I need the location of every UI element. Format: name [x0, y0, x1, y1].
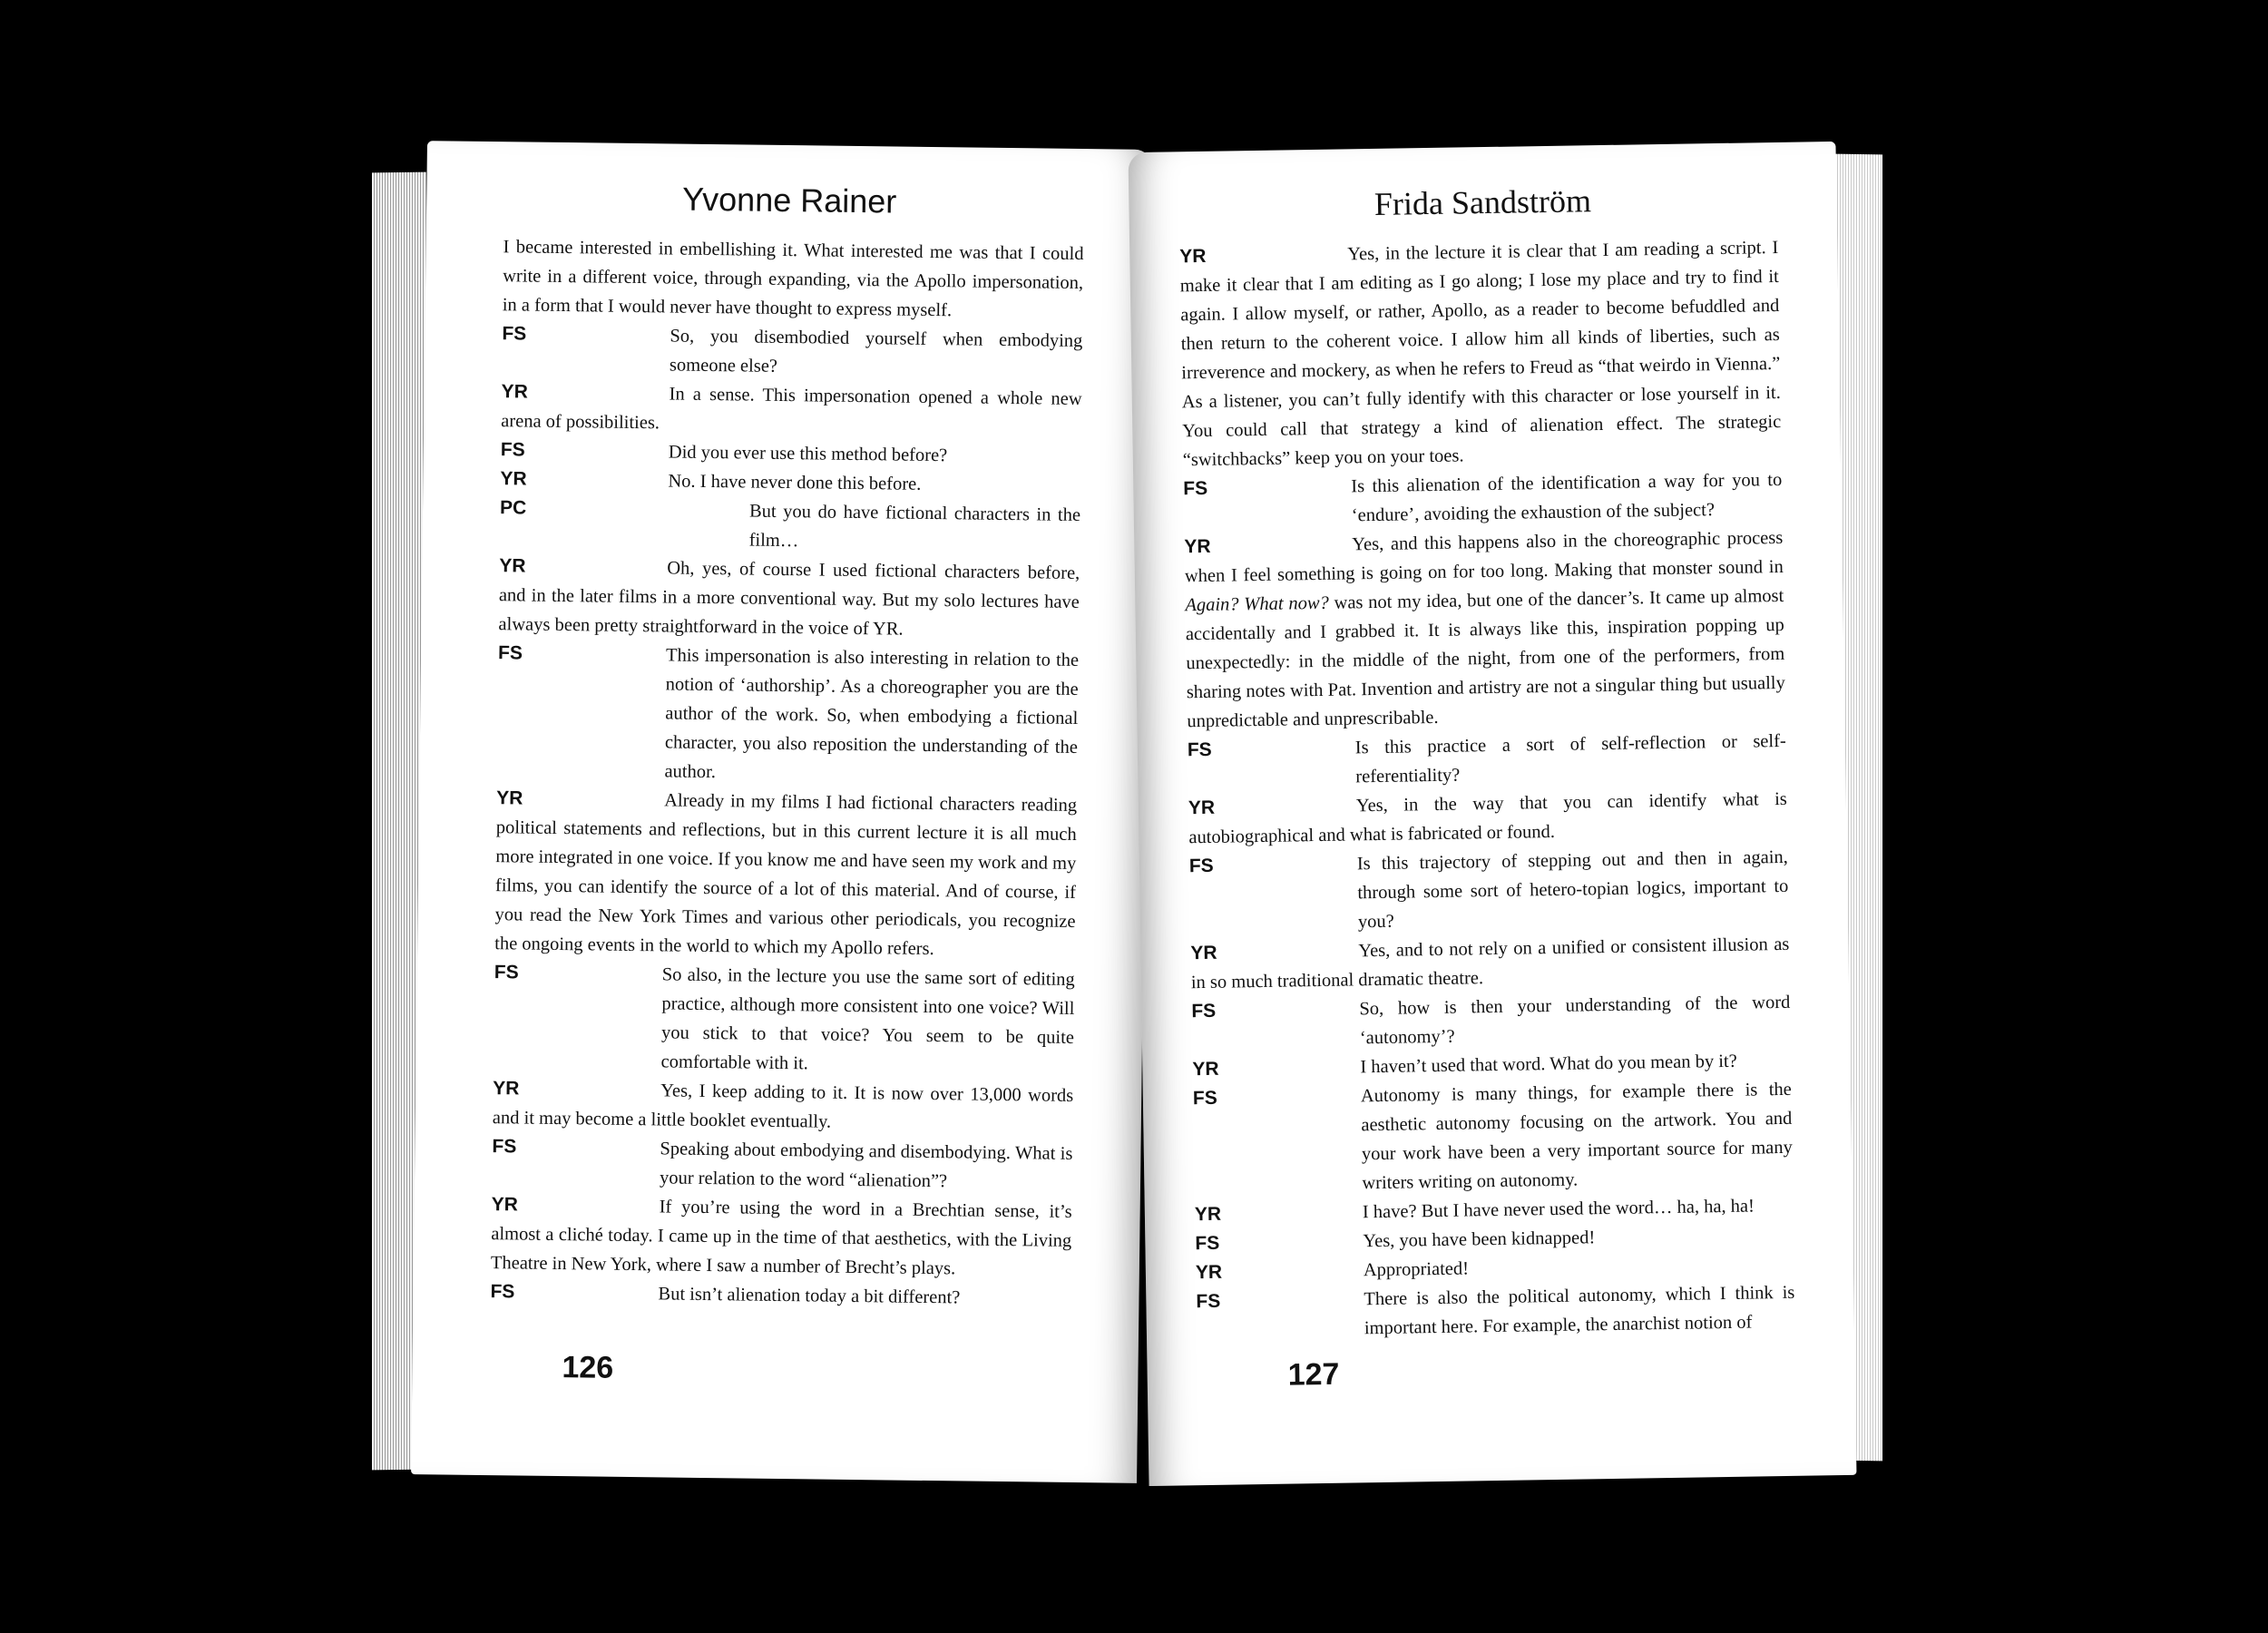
page-number-left: 126 — [562, 1350, 614, 1385]
speaker-label: YR — [1195, 1261, 1223, 1284]
running-head-right: Frida Sandström — [1374, 182, 1592, 222]
speaker-label: FS — [1195, 1232, 1220, 1255]
dialogue-entry: FS But isn’t alienation today a bit different? — [490, 1277, 1070, 1314]
dialogue-entry: FS There is also the political autonomy, which I think is important here. For example, the anarchist notion of — [1196, 1282, 1795, 1339]
speaker-label: FS — [1191, 1000, 1217, 1022]
dialogue-entry: YR Yes, and to not rely on a unified or consistent illusion as in so much traditional dramatic theatre. — [1190, 934, 1790, 993]
dialogue-entry: YR I have? But I have never used the word… ha, ha, ha! — [1195, 1191, 1794, 1229]
right-page-text — [1179, 233, 1795, 1345]
speaker-label: YR — [501, 381, 528, 403]
speaker-label: FS — [492, 1136, 517, 1158]
speaker-label: FS — [1188, 855, 1214, 877]
speaker-label: YR — [1188, 797, 1216, 819]
speaker-label: YR — [1192, 1058, 1219, 1081]
speaker-label: FS — [1192, 1087, 1217, 1110]
dialogue-entry: YR If you’re using the word in a Brechtian sense, it’s almost a cliché today. I came up in the time of that aesthetics, with the Living Theatre in New York, where I saw a number of Brecht’s plays. — [491, 1190, 1072, 1285]
speaker-label: YR — [1179, 245, 1207, 268]
speaker-label: FS — [502, 323, 527, 345]
speaker-label: FS — [490, 1281, 515, 1303]
dialogue-entry: FS Is this trajectory of stepping out and then in again, through some sort of hetero-topian logics, important to you? — [1188, 846, 1789, 933]
dialogue-entry: YR In a sense. This impersonation opened a whole new arena of possibilities. — [501, 377, 1082, 443]
dialogue-entry: FS So, how is then your understanding of the word ‘autonomy’? — [1191, 992, 1791, 1049]
dialogue-entry: YR Already in my films I had fictional characters reading political statements and reflections, but in this current lecture it is all much more integrated in one voice. If you know me and have seen my work and my films, you can identify the source of a lot of this material. And of course, if you read the New York Times and various other periodicals, you recognize the ongoing events in the world to which my Apollo refers. — [494, 784, 1077, 965]
dialogue-entry: YR Yes, and this happens also in the choreographic process when I feel something is going on for too long. Making that monster sound in Again? What now? was not my idea, but one of the dancer’s. It came up almost accidentally and I grabbed it. It is always like this, inspiration popping up unexpectedly: in the middle of the night, from one of the performers, from sharing notes with Pat. Invention and artistry are not a singular thing but usually unpredictable and unprescribable. — [1184, 527, 1785, 732]
dialogue-entry: FS This impersonation is also interesting in relation to the notion of ‘authorship’. As a choreographer you are the author of the work. So, when embodying a fictional character, you also reposition the understanding of the author. — [496, 639, 1079, 791]
speaker-label: FS — [494, 962, 519, 983]
dialogue-entry: YR Yes, in the lecture it is clear that I am reading a script. I make it clear that I am editing as I go along; I lose my place and try to find it again. I allow myself, or rather, Apollo, as a reader to become befuddled and then return to the coherent voice. I allow him all kinds of liberties, such as irreverence and mockery, as when he refers to Freud as “that weirdo in Vienna.” As a listener, you can’t fully identify with this character or lose yourself in it. You could call that strategy a kind of alienation effect. The strategic “switchbacks” keep you on your toes. — [1179, 237, 1782, 471]
speaker-label: YR — [491, 1194, 519, 1216]
speaker-label: FS — [1187, 738, 1212, 761]
speaker-label: YR — [499, 555, 526, 577]
speaker-label: YR — [1194, 1203, 1222, 1226]
left-page-text — [490, 232, 1083, 1314]
dialogue-entry: YR Yes, I keep adding to it. It is now over 13,000 words and it may become a little booklet eventually. — [493, 1074, 1074, 1139]
right-page — [1129, 142, 1857, 1486]
speaker-label: YR — [493, 1078, 520, 1100]
speaker-label: YR — [1184, 535, 1211, 558]
speaker-label: PC — [499, 497, 527, 519]
dialogue-entry: YR I haven’t used that word. What do you mean by it? — [1192, 1046, 1791, 1084]
dialogue-entry: FS Yes, you have been kidnapped! — [1195, 1220, 1794, 1258]
dialogue-entry: YR Appropriated! — [1196, 1249, 1794, 1287]
dialogue-entry: FS Speaking about embodying and disembodying. What is your relation to the word “alienation”? — [492, 1132, 1073, 1198]
dialogue-entry: FS So also, in the lecture you use the same sort of editing practice, although more consistent into one voice? Will you stick to that voice? You seem to be quite comfortable with it. — [493, 958, 1075, 1081]
dialogue-entry: FS So, you disembodied yourself when embodying someone else? — [502, 319, 1083, 385]
speaker-label: FS — [1183, 477, 1208, 500]
dialogue-entry: YR Oh, yes, of course I used fictional characters before, and in the later films in a more conventional way. But my solo lectures have always been pretty straightforward in the voice of YR. — [498, 552, 1080, 646]
running-head-left: Yvonne Rainer — [681, 180, 897, 220]
dialogue-entry: PC But you do have fictional characters in the film… — [499, 494, 1080, 559]
speaker-label: YR — [500, 468, 527, 490]
work-title: Again? What now? — [1185, 592, 1329, 616]
dialogue-entry: FS Is this practice a sort of self-reflection or self-referentiality? — [1187, 730, 1786, 787]
dialogue-entry: FS Did you ever use this method before? — [501, 435, 1081, 472]
speaker-label: YR — [496, 787, 523, 809]
dialogue-entry: FS Autonomy is many things, for example there is the aesthetic autonomy focusing on the artwork. You and your work have been a very important source for many writers writing on autonomy. — [1192, 1079, 1793, 1194]
speaker-label: YR — [1190, 942, 1217, 964]
speaker-label: FS — [497, 642, 523, 664]
page-number-right: 127 — [1287, 1356, 1340, 1393]
dialogue-entry: I became interested in embellishing it. What interested me was that I could write in a different voice, through expanding, via the Apollo impersonation, in a form that I would never have thought to express myself. — [502, 237, 1084, 321]
dialogue-entry: YR No. I have never done this before. — [500, 464, 1080, 501]
speaker-label: FS — [1196, 1290, 1221, 1313]
dialogue-entry: FS Is this alienation of the identification a way for you to ‘endure’, avoiding the exhaustion of the subject? — [1183, 469, 1783, 526]
dialogue-entry: YR Yes, in the way that you can identify what is autobiographical and what is fabricated or found. — [1188, 788, 1787, 848]
left-page — [411, 141, 1153, 1483]
speaker-label: FS — [500, 439, 525, 461]
